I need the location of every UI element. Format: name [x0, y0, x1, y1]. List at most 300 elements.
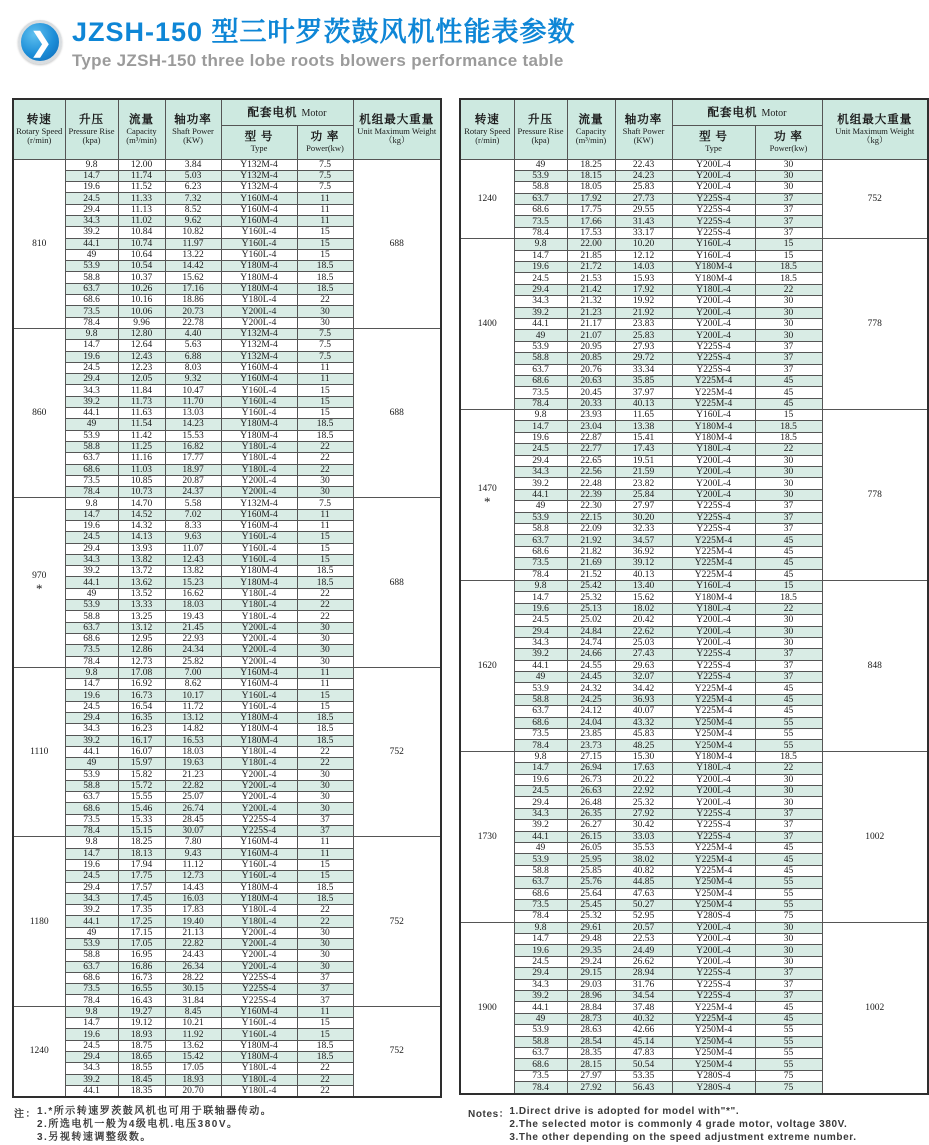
motor-type-cell: Y250M-4 [672, 888, 755, 899]
pressure-rise-cell: 58.8 [514, 524, 567, 535]
pressure-rise-cell: 73.5 [65, 645, 118, 656]
motor-type-cell: Y160M-4 [221, 215, 297, 226]
motor-power-cell: 30 [755, 934, 822, 945]
shaft-power-cell: 8.52 [165, 204, 221, 215]
pressure-rise-cell: 14.7 [65, 509, 118, 520]
pressure-rise-cell: 19.6 [514, 945, 567, 956]
capacity-cell: 22.39 [567, 489, 615, 500]
motor-type-cell: Y225M-4 [672, 683, 755, 694]
shaft-power-cell: 7.80 [165, 837, 221, 848]
pressure-rise-cell: 39.2 [65, 227, 118, 238]
motor-power-cell: 22 [297, 905, 353, 916]
pressure-rise-cell: 24.5 [514, 273, 567, 284]
capacity-cell: 26.35 [567, 808, 615, 819]
motor-type-cell: Y200L-4 [672, 170, 755, 181]
shaft-power-cell: 20.57 [615, 922, 672, 933]
col-header-weight: 机组最大重量 Unit Maximum Weight （kg） [353, 99, 441, 159]
capacity-cell: 13.12 [118, 622, 165, 633]
motor-power-cell: 55 [755, 888, 822, 899]
capacity-cell: 28.35 [567, 1047, 615, 1058]
motor-power-cell: 37 [755, 524, 822, 535]
motor-type-cell: Y200L-4 [221, 803, 297, 814]
motor-power-cell: 30 [297, 927, 353, 938]
shaft-power-cell: 9.32 [165, 374, 221, 385]
pressure-rise-cell: 63.7 [65, 453, 118, 464]
pressure-rise-cell: 68.6 [65, 464, 118, 475]
pressure-rise-cell: 53.9 [514, 341, 567, 352]
capacity-cell: 11.63 [118, 408, 165, 419]
motor-type-cell: Y225M-4 [672, 706, 755, 717]
motor-type-cell: Y200L-4 [221, 306, 297, 317]
rotary-speed-cell: 1730 [460, 751, 514, 922]
motor-power-cell: 37 [755, 979, 822, 990]
capacity-cell: 10.64 [118, 249, 165, 260]
motor-type-cell: Y180L-4 [221, 1063, 297, 1074]
motor-type-cell: Y200L-4 [672, 922, 755, 933]
motor-power-cell: 15 [755, 239, 822, 250]
motor-type-cell: Y200L-4 [221, 927, 297, 938]
capacity-cell: 13.62 [118, 577, 165, 588]
motor-type-cell: Y200L-4 [221, 961, 297, 972]
motor-type-cell: Y200L-4 [672, 945, 755, 956]
capacity-cell: 26.27 [567, 820, 615, 831]
col-header-shaft-power: 轴功率 Shaft Power (KW) [615, 99, 672, 159]
motor-type-cell: Y180L-4 [221, 295, 297, 306]
unit-weight-cell: 752 [353, 1006, 441, 1097]
capacity-cell: 26.63 [567, 785, 615, 796]
pressure-rise-cell: 34.3 [65, 554, 118, 565]
pressure-rise-cell: 49 [65, 588, 118, 599]
motor-power-cell: 30 [297, 803, 353, 814]
shaft-power-cell: 22.78 [165, 317, 221, 328]
shaft-power-cell: 19.51 [615, 455, 672, 466]
notes-english [468, 1105, 928, 1144]
shaft-power-cell: 3.84 [165, 159, 221, 170]
motor-type-cell: Y225M-4 [672, 546, 755, 557]
shaft-power-cell: 19.43 [165, 611, 221, 622]
capacity-cell: 23.04 [567, 421, 615, 432]
motor-power-cell: 37 [755, 205, 822, 216]
motor-type-cell: Y180M-4 [672, 421, 755, 432]
motor-type-cell: Y225S-4 [672, 512, 755, 523]
pressure-rise-cell: 53.9 [65, 261, 118, 272]
capacity-cell: 17.05 [118, 938, 165, 949]
motor-type-cell: Y280S-4 [672, 1082, 755, 1094]
pressure-rise-cell: 9.8 [514, 580, 567, 591]
motor-type-cell: Y200L-4 [672, 626, 755, 637]
motor-type-cell: Y132M-4 [221, 498, 297, 509]
shaft-power-cell: 16.03 [165, 893, 221, 904]
capacity-cell: 24.25 [567, 694, 615, 705]
motor-type-cell: Y180L-4 [221, 611, 297, 622]
col-header-shaft-power: 轴功率 Shaft Power (KW) [165, 99, 221, 159]
pressure-rise-cell: 19.6 [65, 690, 118, 701]
pressure-rise-cell: 63.7 [514, 193, 567, 204]
table-row [460, 410, 928, 421]
pressure-rise-cell: 29.4 [65, 713, 118, 724]
shaft-power-cell: 8.62 [165, 679, 221, 690]
motor-type-cell: Y132M-4 [221, 182, 297, 193]
capacity-cell: 16.17 [118, 735, 165, 746]
motor-power-cell: 22 [297, 746, 353, 757]
motor-type-cell: Y200L-4 [672, 785, 755, 796]
capacity-cell: 29.03 [567, 979, 615, 990]
motor-type-cell: Y200L-4 [672, 330, 755, 341]
pressure-rise-cell: 68.6 [65, 803, 118, 814]
motor-type-cell: Y180M-4 [221, 261, 297, 272]
capacity-cell: 15.55 [118, 792, 165, 803]
motor-type-cell: Y160L-4 [221, 554, 297, 565]
shaft-power-cell: 8.45 [165, 1006, 221, 1017]
unit-weight-cell: 688 [353, 159, 441, 328]
shaft-power-cell: 11.97 [165, 238, 221, 249]
pressure-rise-cell: 14.7 [65, 1018, 118, 1029]
motor-type-cell: Y160M-4 [221, 204, 297, 215]
capacity-cell: 15.82 [118, 769, 165, 780]
capacity-cell: 20.85 [567, 353, 615, 364]
shaft-power-cell: 36.92 [615, 546, 672, 557]
pressure-rise-cell: 44.1 [65, 746, 118, 757]
capacity-cell: 16.55 [118, 984, 165, 995]
shaft-power-cell: 11.70 [165, 396, 221, 407]
pressure-rise-cell: 49 [514, 159, 567, 170]
pressure-rise-cell: 19.6 [514, 262, 567, 273]
rotary-speed-cell: 1900 [460, 922, 514, 1094]
shaft-power-cell: 18.03 [165, 600, 221, 611]
motor-power-cell: 22 [297, 441, 353, 452]
page-subtitle: Type JZSH-150 three lobe roots blowers performance table [72, 50, 564, 70]
shaft-power-cell: 17.92 [615, 284, 672, 295]
motor-type-cell: Y200L-4 [221, 769, 297, 780]
shaft-power-cell: 20.22 [615, 774, 672, 785]
motor-power-cell: 37 [755, 968, 822, 979]
pressure-rise-cell: 78.4 [514, 227, 567, 238]
shaft-power-cell: 15.42 [165, 1051, 221, 1062]
capacity-cell: 18.55 [118, 1063, 165, 1074]
capacity-cell: 22.65 [567, 455, 615, 466]
col-header-motor-power: 功 率 Power(kw) [297, 125, 353, 159]
pressure-rise-cell: 73.5 [514, 558, 567, 569]
motor-type-cell: Y180L-4 [221, 464, 297, 475]
shaft-power-cell: 53.35 [615, 1070, 672, 1081]
motor-power-cell: 18.5 [297, 419, 353, 430]
capacity-cell: 22.09 [567, 524, 615, 535]
capacity-cell: 10.54 [118, 261, 165, 272]
pressure-rise-cell: 73.5 [65, 475, 118, 486]
shaft-power-cell: 40.32 [615, 1013, 672, 1024]
unit-weight-cell: 1002 [822, 922, 928, 1094]
motor-power-cell: 55 [755, 740, 822, 751]
shaft-power-cell: 22.93 [165, 633, 221, 644]
note-item: 2.The selected motor is commonly 4 grade motor, voltage 380V. [509, 1118, 848, 1130]
capacity-cell: 26.48 [567, 797, 615, 808]
shaft-power-cell: 11.12 [165, 859, 221, 870]
pressure-rise-cell: 73.5 [514, 216, 567, 227]
motor-type-cell: Y180L-4 [672, 603, 755, 614]
motor-type-cell: Y225S-4 [672, 524, 755, 535]
capacity-cell: 26.05 [567, 842, 615, 853]
tables-container [0, 98, 929, 1098]
motor-power-cell: 55 [755, 877, 822, 888]
motor-type-cell: Y225S-4 [672, 820, 755, 831]
shaft-power-cell: 7.32 [165, 193, 221, 204]
motor-type-cell: Y180L-4 [221, 1085, 297, 1097]
pressure-rise-cell: 68.6 [514, 1059, 567, 1070]
pressure-rise-cell: 68.6 [514, 888, 567, 899]
chevron-right-icon: ❯ [18, 20, 62, 64]
pressure-rise-cell: 29.4 [514, 797, 567, 808]
capacity-cell: 12.95 [118, 633, 165, 644]
shaft-power-cell: 14.82 [165, 724, 221, 735]
capacity-cell: 25.32 [567, 911, 615, 922]
shaft-power-cell: 52.95 [615, 911, 672, 922]
capacity-cell: 21.52 [567, 569, 615, 580]
shaft-power-cell: 19.63 [165, 758, 221, 769]
capacity-cell: 19.12 [118, 1018, 165, 1029]
capacity-cell: 25.32 [567, 592, 615, 603]
capacity-cell: 18.93 [118, 1029, 165, 1040]
motor-type-cell: Y225S-4 [221, 995, 297, 1006]
capacity-cell: 22.77 [567, 444, 615, 455]
capacity-cell: 12.23 [118, 362, 165, 373]
capacity-cell: 11.52 [118, 182, 165, 193]
capacity-cell: 11.03 [118, 464, 165, 475]
capacity-cell: 17.25 [118, 916, 165, 927]
shaft-power-cell: 40.13 [615, 398, 672, 409]
motor-power-cell: 11 [297, 521, 353, 532]
shaft-power-cell: 32.33 [615, 524, 672, 535]
pressure-rise-cell: 39.2 [65, 396, 118, 407]
shaft-power-cell: 27.43 [615, 649, 672, 660]
motor-type-cell: Y200L-4 [221, 475, 297, 486]
motor-power-cell: 30 [755, 467, 822, 478]
capacity-cell: 28.15 [567, 1059, 615, 1070]
shaft-power-cell: 20.73 [165, 306, 221, 317]
pressure-rise-cell: 24.5 [65, 701, 118, 712]
motor-type-cell: Y200L-4 [672, 296, 755, 307]
capacity-cell: 29.35 [567, 945, 615, 956]
shaft-power-cell: 23.82 [615, 478, 672, 489]
pressure-rise-cell: 58.8 [514, 353, 567, 364]
shaft-power-cell: 21.13 [165, 927, 221, 938]
motor-power-cell: 7.5 [297, 328, 353, 339]
shaft-power-cell: 14.43 [165, 882, 221, 893]
motor-type-cell: Y160M-4 [221, 667, 297, 678]
pressure-rise-cell: 24.5 [514, 956, 567, 967]
pressure-rise-cell: 49 [514, 1013, 567, 1024]
motor-power-cell: 18.5 [755, 262, 822, 273]
pressure-rise-cell: 24.5 [514, 615, 567, 626]
capacity-cell: 24.66 [567, 649, 615, 660]
motor-power-cell: 37 [755, 227, 822, 238]
capacity-cell: 23.85 [567, 729, 615, 740]
motor-power-cell: 15 [297, 1029, 353, 1040]
capacity-cell: 22.00 [567, 239, 615, 250]
capacity-cell: 12.64 [118, 340, 165, 351]
motor-type-cell: Y180M-4 [221, 283, 297, 294]
performance-table-right [459, 98, 929, 1095]
capacity-cell: 14.13 [118, 532, 165, 543]
pressure-rise-cell: 73.5 [514, 387, 567, 398]
capacity-cell: 20.63 [567, 375, 615, 386]
pressure-rise-cell: 73.5 [65, 306, 118, 317]
motor-type-cell: Y180L-4 [221, 746, 297, 757]
capacity-cell: 12.80 [118, 328, 165, 339]
table-body-left [13, 159, 441, 1097]
motor-type-cell: Y250M-4 [672, 1025, 755, 1036]
shaft-power-cell: 40.07 [615, 706, 672, 717]
motor-type-cell: Y225S-4 [221, 984, 297, 995]
pressure-rise-cell: 68.6 [514, 717, 567, 728]
col-header-motor: 配套电机 Motor [672, 99, 822, 125]
pressure-rise-cell: 53.9 [65, 938, 118, 949]
table-row [13, 159, 441, 170]
rotary-speed-cell: 1180 [13, 837, 65, 1006]
motor-type-cell: Y250M-4 [672, 740, 755, 751]
motor-power-cell: 37 [755, 193, 822, 204]
pressure-rise-cell: 39.2 [65, 1074, 118, 1085]
motor-power-cell: 15 [297, 554, 353, 565]
capacity-cell: 17.53 [567, 227, 615, 238]
pressure-rise-cell: 73.5 [514, 1070, 567, 1081]
capacity-cell: 28.73 [567, 1013, 615, 1024]
pressure-rise-cell: 9.8 [65, 1006, 118, 1017]
capacity-cell: 17.08 [118, 667, 165, 678]
unit-weight-cell: 752 [353, 667, 441, 836]
motor-type-cell: Y180L-4 [221, 453, 297, 464]
motor-type-cell: Y225M-4 [672, 398, 755, 409]
motor-power-cell: 45 [755, 387, 822, 398]
motor-power-cell: 30 [755, 774, 822, 785]
motor-power-cell: 18.5 [297, 1040, 353, 1051]
pressure-rise-cell: 78.4 [65, 826, 118, 837]
motor-power-cell: 55 [755, 1036, 822, 1047]
pressure-rise-cell: 39.2 [514, 991, 567, 1002]
shaft-power-cell: 11.65 [615, 410, 672, 421]
shaft-power-cell: 35.53 [615, 842, 672, 853]
motor-power-cell: 18.5 [297, 882, 353, 893]
capacity-cell: 12.05 [118, 374, 165, 385]
motor-power-cell: 18.5 [297, 283, 353, 294]
motor-type-cell: Y180L-4 [221, 588, 297, 599]
capacity-cell: 29.48 [567, 934, 615, 945]
shaft-power-cell: 26.34 [165, 961, 221, 972]
pressure-rise-cell: 78.4 [514, 569, 567, 580]
shaft-power-cell: 11.07 [165, 543, 221, 554]
motor-type-cell: Y160L-4 [221, 1029, 297, 1040]
shaft-power-cell: 11.92 [165, 1029, 221, 1040]
rotary-speed-cell: 1110 [13, 667, 65, 836]
motor-type-cell: Y180L-4 [221, 905, 297, 916]
pressure-rise-cell: 14.7 [65, 679, 118, 690]
capacity-cell: 14.70 [118, 498, 165, 509]
capacity-cell: 24.04 [567, 717, 615, 728]
capacity-cell: 18.35 [118, 1085, 165, 1097]
motor-power-cell: 22 [297, 588, 353, 599]
shaft-power-cell: 16.62 [165, 588, 221, 599]
capacity-cell: 21.07 [567, 330, 615, 341]
motor-power-cell: 30 [755, 922, 822, 933]
shaft-power-cell: 22.53 [615, 934, 672, 945]
motor-type-cell: Y180M-4 [672, 273, 755, 284]
motor-power-cell: 30 [755, 797, 822, 808]
pressure-rise-cell: 9.8 [65, 328, 118, 339]
pressure-rise-cell: 44.1 [65, 1085, 118, 1097]
shaft-power-cell: 20.87 [165, 475, 221, 486]
capacity-cell: 16.43 [118, 995, 165, 1006]
col-header-weight: 机组最大重量 Unit Maximum Weight （kg） [822, 99, 928, 159]
motor-power-cell: 45 [755, 694, 822, 705]
shaft-power-cell: 17.83 [165, 905, 221, 916]
motor-power-cell: 37 [755, 364, 822, 375]
table-row [13, 837, 441, 848]
rotary-speed-cell: 1400 [460, 239, 514, 410]
pressure-rise-cell: 53.9 [65, 600, 118, 611]
motor-type-cell: Y200L-4 [672, 182, 755, 193]
table-row [13, 667, 441, 678]
motor-power-cell: 18.5 [297, 713, 353, 724]
capacity-cell: 17.35 [118, 905, 165, 916]
motor-power-cell: 22 [755, 444, 822, 455]
table-row [13, 498, 441, 509]
capacity-cell: 26.94 [567, 763, 615, 774]
capacity-cell: 21.53 [567, 273, 615, 284]
capacity-cell: 11.02 [118, 215, 165, 226]
pressure-rise-cell: 14.7 [514, 250, 567, 261]
motor-type-cell: Y180M-4 [221, 713, 297, 724]
pressure-rise-cell: 58.8 [514, 1036, 567, 1047]
shaft-power-cell: 15.23 [165, 577, 221, 588]
capacity-cell: 15.15 [118, 826, 165, 837]
motor-power-cell: 11 [297, 679, 353, 690]
shaft-power-cell: 8.03 [165, 362, 221, 373]
shaft-power-cell: 9.62 [165, 215, 221, 226]
pressure-rise-cell: 49 [514, 842, 567, 853]
motor-power-cell: 22 [297, 1063, 353, 1074]
motor-type-cell: Y225S-4 [672, 979, 755, 990]
motor-power-cell: 22 [755, 763, 822, 774]
pressure-rise-cell: 29.4 [514, 284, 567, 295]
shaft-power-cell: 27.92 [615, 808, 672, 819]
pressure-rise-cell: 63.7 [514, 535, 567, 546]
motor-power-cell: 30 [755, 489, 822, 500]
rotary-speed-cell: 810 [13, 159, 65, 328]
shaft-power-cell: 18.97 [165, 464, 221, 475]
table-header-right [460, 99, 928, 159]
shaft-power-cell: 40.13 [615, 569, 672, 580]
col-header-speed: 转速 Rotary Speed (r/min) [460, 99, 514, 159]
shaft-power-cell: 10.21 [165, 1018, 221, 1029]
shaft-power-cell: 27.97 [615, 501, 672, 512]
motor-power-cell: 45 [755, 1002, 822, 1013]
pressure-rise-cell: 24.5 [65, 362, 118, 373]
page-banner [0, 0, 929, 98]
shaft-power-cell: 11.72 [165, 701, 221, 712]
motor-type-cell: Y200L-4 [672, 478, 755, 489]
motor-type-cell: Y200L-4 [672, 615, 755, 626]
pressure-rise-cell: 63.7 [514, 364, 567, 375]
shaft-power-cell: 12.43 [165, 554, 221, 565]
capacity-cell: 22.15 [567, 512, 615, 523]
motor-type-cell: Y225M-4 [672, 569, 755, 580]
capacity-cell: 16.54 [118, 701, 165, 712]
motor-type-cell: Y225S-4 [672, 649, 755, 660]
capacity-cell: 15.33 [118, 814, 165, 825]
capacity-cell: 11.74 [118, 170, 165, 181]
shaft-power-cell: 42.66 [615, 1025, 672, 1036]
capacity-cell: 29.24 [567, 956, 615, 967]
shaft-power-cell: 5.63 [165, 340, 221, 351]
